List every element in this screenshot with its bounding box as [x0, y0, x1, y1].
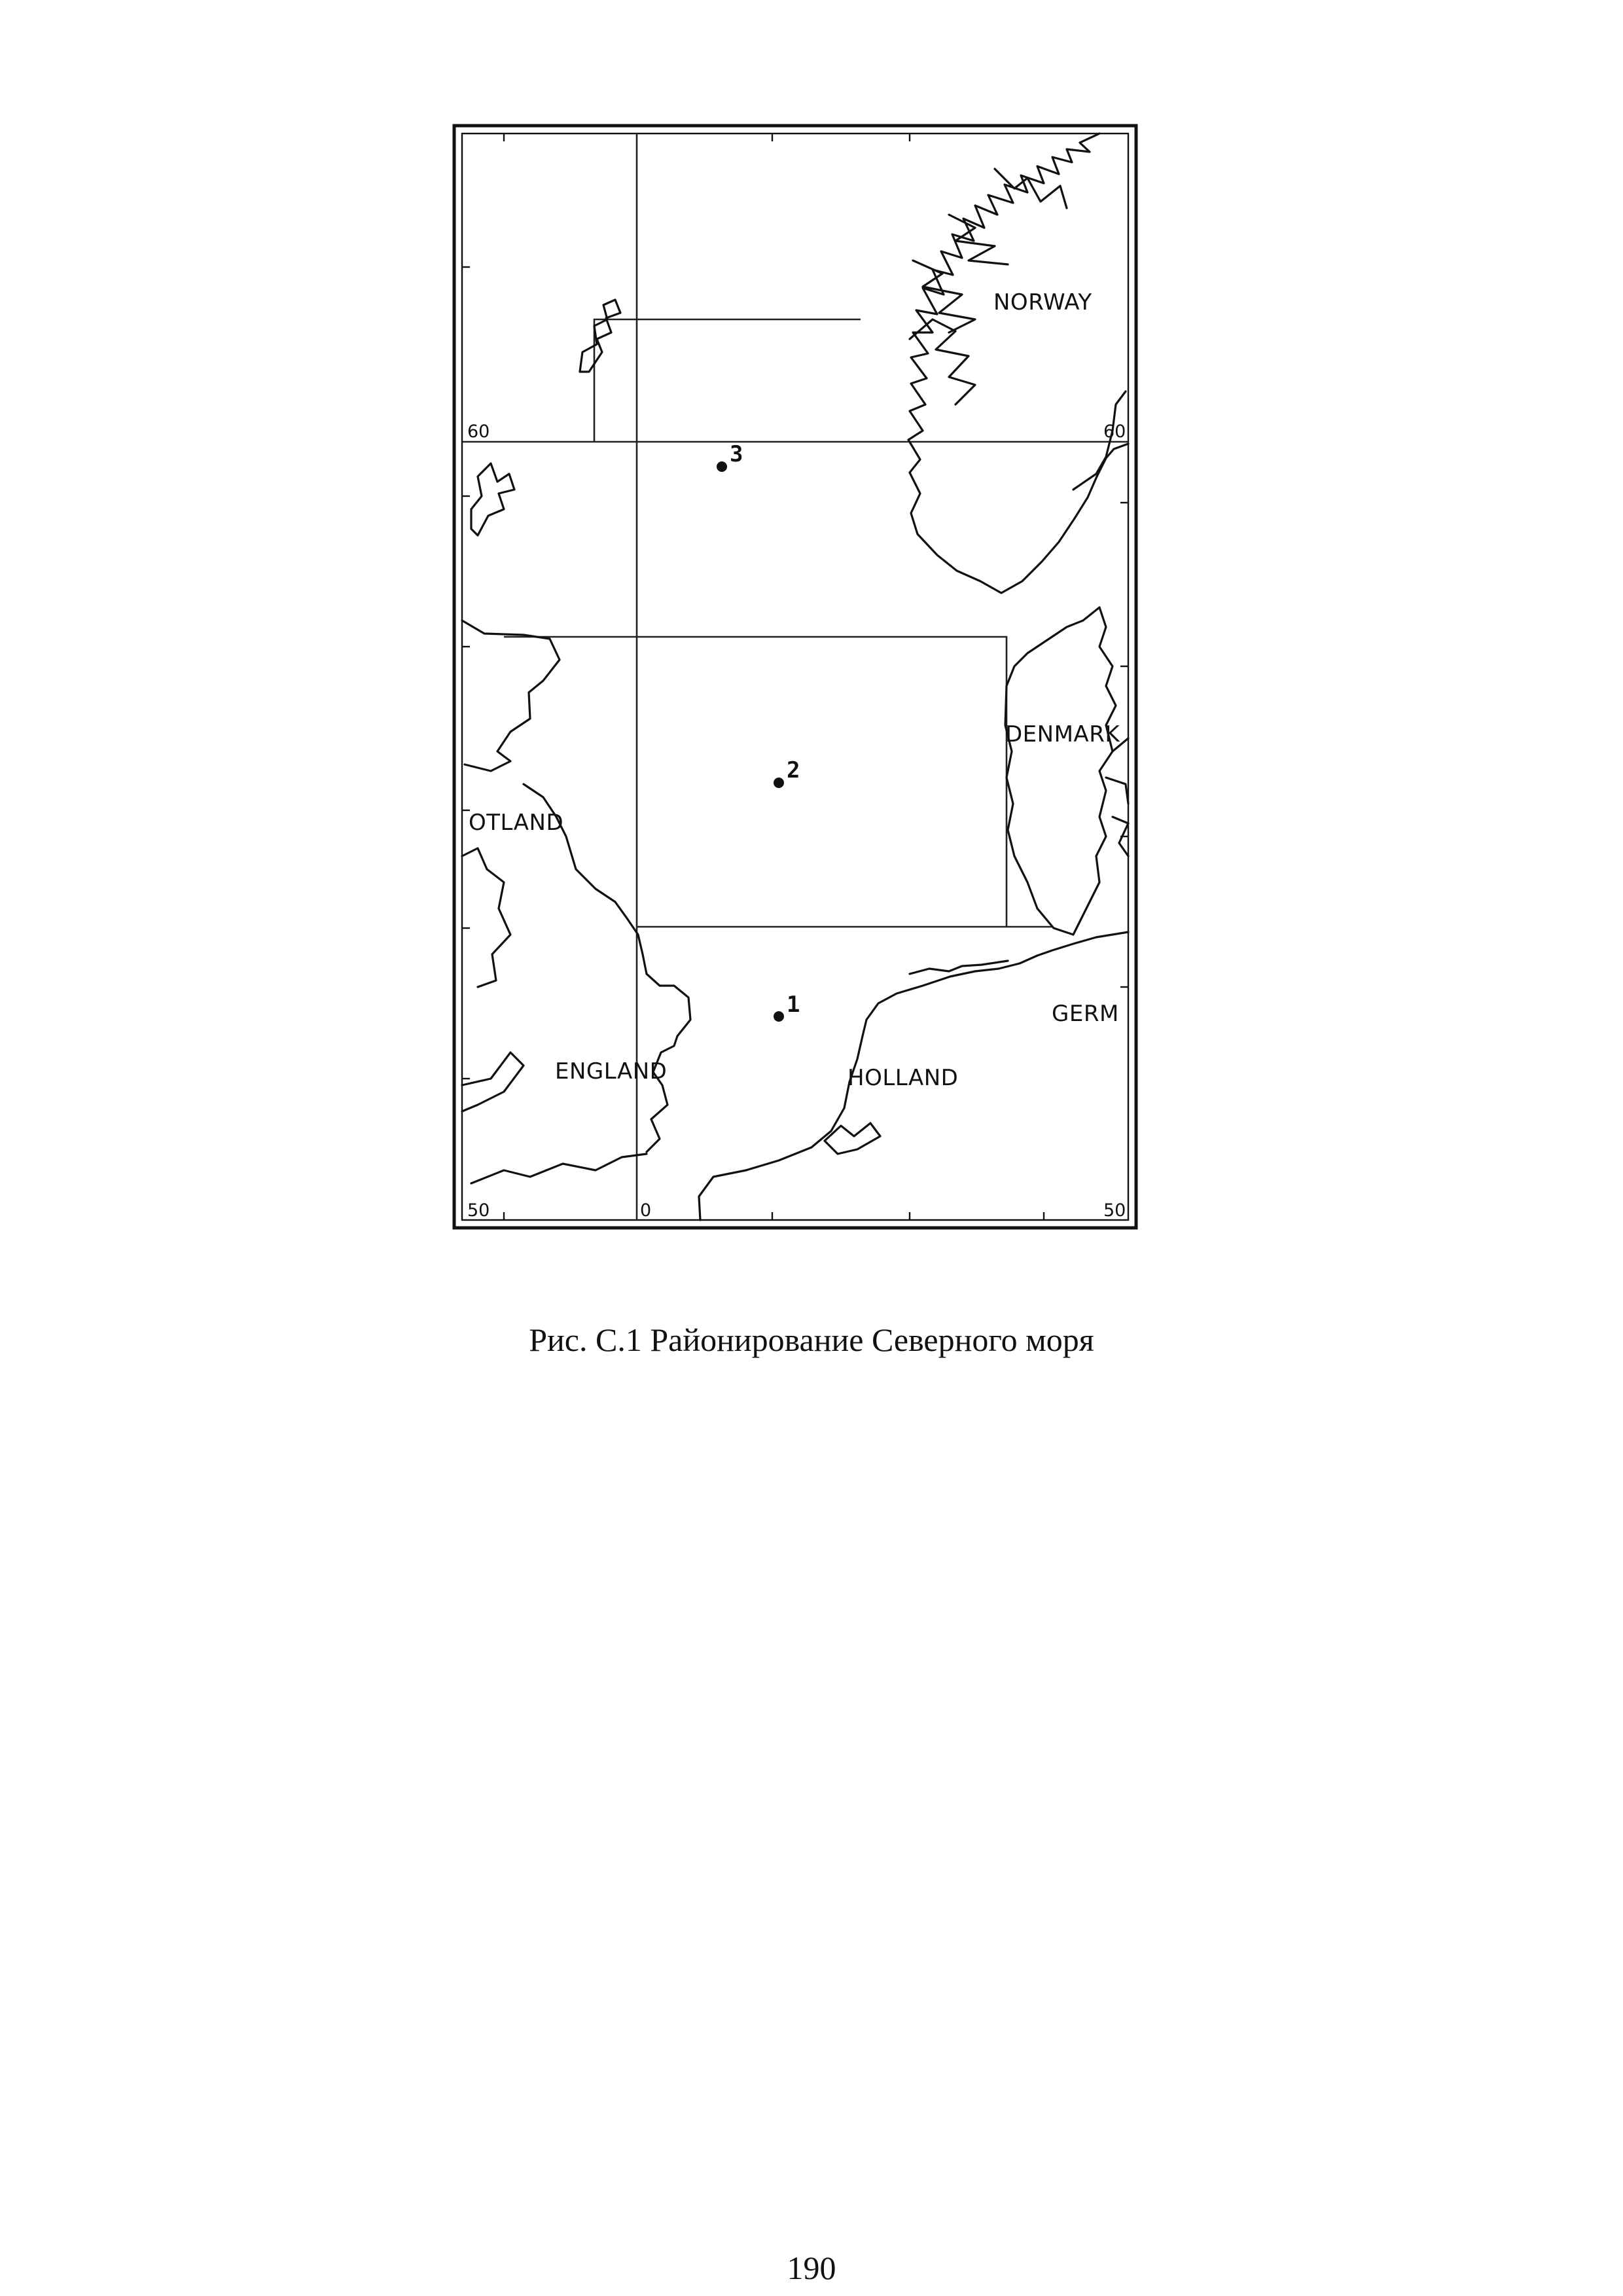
station-2-label: 2	[787, 757, 800, 783]
label-holland: HOLLAND	[847, 1065, 959, 1091]
latitude-label-top-right: 60	[1103, 422, 1126, 442]
norway-fjords-2	[913, 260, 975, 332]
station-1-label: 1	[787, 992, 800, 1018]
north-sea-map	[452, 123, 1139, 1230]
label-germany: GERM	[1052, 1001, 1119, 1027]
station-3-label: 3	[730, 441, 743, 467]
label-norway: NORWAY	[993, 289, 1092, 315]
station-1-marker	[774, 1011, 784, 1022]
figure-caption: Рис. С.1 Районирование Северного моря	[529, 1321, 1094, 1358]
station-2-marker	[774, 778, 784, 788]
latitude-label-top-left: 60	[467, 422, 490, 442]
latitude-label-bottom-left: 50	[467, 1200, 490, 1221]
frisian-islands	[910, 961, 1008, 974]
longitude-label-zero: 0	[640, 1200, 652, 1221]
station-1	[774, 992, 800, 1022]
denmark-coastline	[1005, 607, 1116, 935]
map-figure	[452, 123, 1139, 1230]
central-region-border	[504, 637, 1007, 927]
label-denmark: DENMARK	[1005, 721, 1120, 747]
station-2	[774, 757, 800, 788]
latitude-label-bottom-right: 50	[1103, 1200, 1126, 1221]
station-3-marker	[717, 461, 727, 472]
label-england: ENGLAND	[555, 1058, 668, 1085]
page-number: 190	[787, 2250, 836, 2286]
label-scotland: OTLAND	[469, 810, 564, 836]
station-3	[717, 441, 743, 472]
britain-west-coastline	[462, 848, 647, 1183]
northern-region-border	[594, 319, 861, 442]
norway-coastline	[908, 134, 1128, 593]
shetland-coastline	[580, 300, 620, 372]
orkney-coastline	[471, 463, 514, 535]
